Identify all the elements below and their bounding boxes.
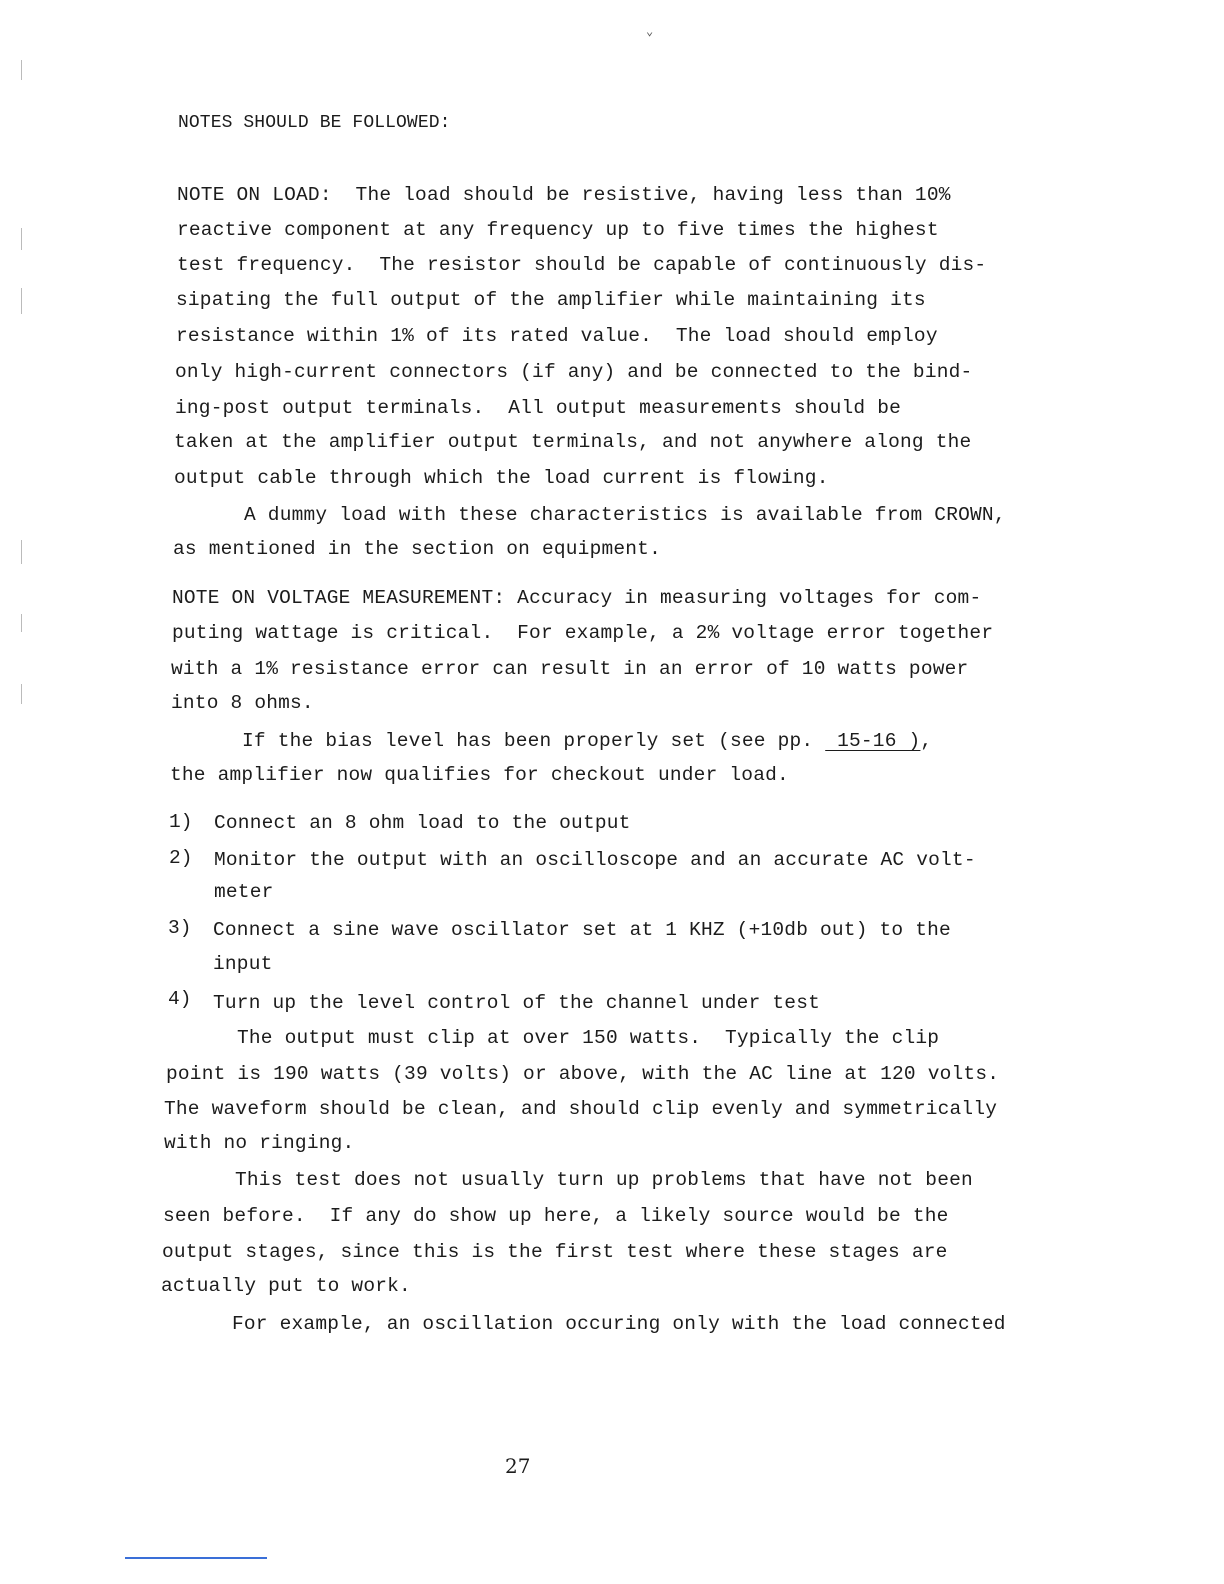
- step-4-text: Turn up the level control of the channel under test: [213, 992, 820, 1014]
- dummy-load-line-2: as mentioned in the section on equipment.: [173, 538, 661, 560]
- scan-artifact-mark: ⌄: [646, 25, 654, 39]
- test-problems-line-3: output stages, since this is the first test where these stages are: [162, 1241, 948, 1263]
- note-on-load-line-3: test frequency. The resistor should be capable of continuously dis-: [177, 254, 987, 276]
- section-heading: NOTES SHOULD BE FOLLOWED:: [178, 113, 451, 133]
- scan-edge-mark: [21, 684, 22, 704]
- note-on-load-line-6: only high-current connectors (if any) and be connected to the bind-: [175, 361, 973, 383]
- voltage-note-text: Accuracy in measuring voltages for com-: [517, 587, 982, 609]
- clip-line-3: The waveform should be clean, and should clip evenly and symmetrically: [164, 1098, 998, 1120]
- note-on-load-line-9: output cable through which the load current is flowing.: [174, 467, 829, 489]
- note-on-load-label: NOTE ON LOAD:: [177, 184, 332, 206]
- footer-divider: [125, 1557, 267, 1559]
- example-line-1: For example, an oscillation occuring only with the load connected: [232, 1313, 1006, 1335]
- note-on-load-line-5: resistance within 1% of its rated value. The load should employ: [176, 325, 938, 347]
- note-on-load-text: The load should be resistive, having less than 10%: [355, 184, 951, 206]
- note-on-load-line-8: taken at the amplifier output terminals, and not anywhere along the: [174, 431, 972, 453]
- voltage-note-label: NOTE ON VOLTAGE MEASUREMENT:: [172, 587, 506, 609]
- test-problems-line-2: seen before. If any do show up here, a likely source would be the: [163, 1205, 949, 1227]
- step-number: 4): [168, 988, 192, 1010]
- clip-line-1: The output must clip at over 150 watts. Typically the clip: [237, 1027, 940, 1049]
- test-problems-line-1: This test does not usually turn up problems that have not been: [235, 1169, 973, 1191]
- note-on-load-line-1: [177, 183, 951, 207]
- note-on-load-line-4: sipating the full output of the amplifier while maintaining its: [176, 289, 926, 311]
- bias-text: If the bias level has been properly set (see pp.: [242, 730, 826, 752]
- clip-line-2: point is 190 watts (39 volts) or above, with the AC line at 120 volts.: [166, 1063, 1000, 1085]
- step-2-text: Monitor the output with an oscilloscope and an accurate AC volt-: [214, 849, 976, 871]
- dummy-load-line-1: A dummy load with these characteristics is available from CROWN,: [244, 504, 1006, 526]
- bias-page-reference: 15-16 ): [825, 730, 921, 752]
- scan-edge-mark: [21, 60, 22, 80]
- note-on-load-line-7: ing-post output terminals. All output measurements should be: [175, 397, 902, 419]
- test-problems-line-4: actually put to work.: [161, 1275, 411, 1297]
- bias-line-2: the amplifier now qualifies for checkout under load.: [170, 764, 789, 786]
- bias-line-1: [242, 729, 932, 753]
- clip-line-4: with no ringing.: [164, 1132, 355, 1154]
- voltage-note-line-2: puting wattage is critical. For example, a 2% voltage error together: [172, 622, 994, 644]
- bias-punctuation: ,: [920, 730, 933, 752]
- step-1-text: Connect an 8 ohm load to the output: [214, 812, 631, 834]
- step-number: 3): [168, 917, 192, 939]
- step-3-text-continued: input: [213, 953, 273, 975]
- voltage-note-line-3: with a 1% resistance error can result in an error of 10 watts power: [171, 658, 969, 680]
- voltage-note-line-1: [172, 586, 981, 610]
- voltage-note-line-4: into 8 ohms.: [171, 692, 314, 714]
- scan-edge-mark: [21, 288, 22, 314]
- step-2-text-continued: meter: [214, 881, 274, 903]
- scan-edge-mark: [21, 228, 22, 250]
- step-number: 1): [169, 811, 193, 833]
- page-number: 27: [505, 1454, 531, 1478]
- step-number: 2): [169, 847, 193, 869]
- scan-edge-mark: [21, 614, 22, 632]
- note-on-load-line-2: reactive component at any frequency up to five times the highest: [177, 219, 939, 241]
- scan-edge-mark: [21, 540, 22, 564]
- step-3-text: Connect a sine wave oscillator set at 1 KHZ (+10db out) to the: [213, 919, 951, 941]
